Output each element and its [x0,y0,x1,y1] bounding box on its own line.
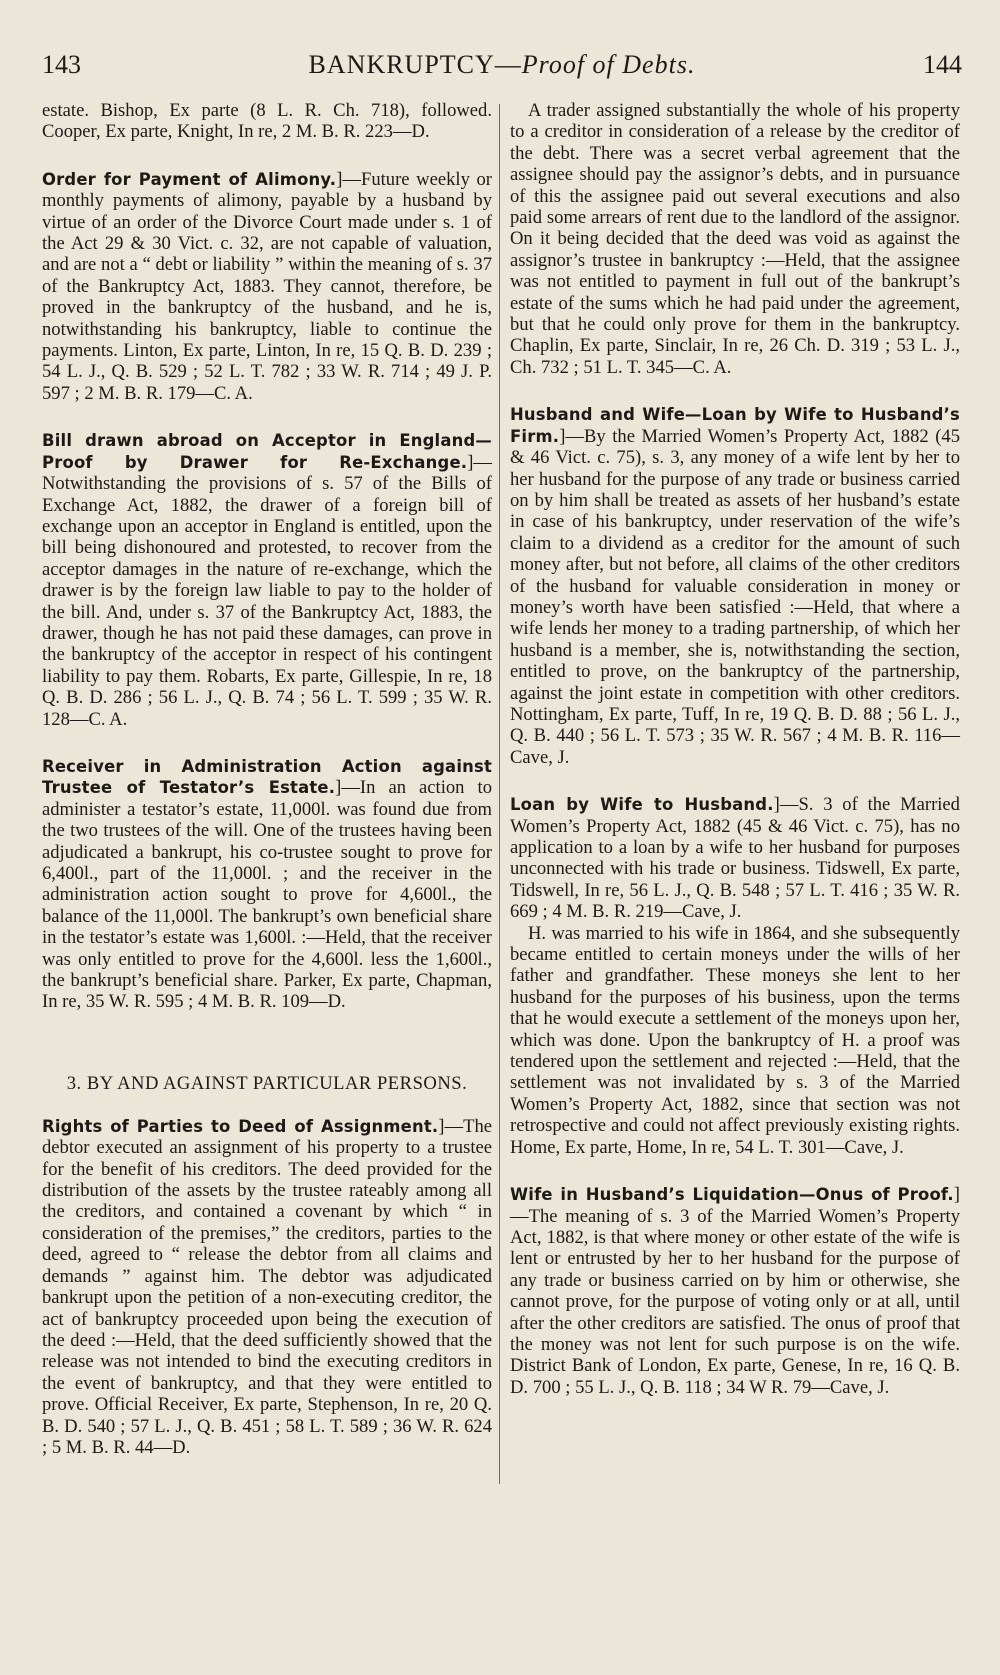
right-column [510,100,960,1484]
paragraph-heading: Husband and Wife—Loan by Wife to Husband’s Firm. [510,405,960,446]
paragraph-trader-assignment: A trader assigned substantially the whole of his property to a creditor in consideration of a release by the creditor of the debt. There was a secret verbal agreement that the assignee should pay the assignor’s debts, and in pursuance of this the assignee paid out several executions and also paid some arrears of rent due to the landlord of the assignor. On it being decided that the deed was void as against the assignor’s trustee in bankruptcy :—Held, that the assignee was not entitled to payment in full out of the bankrupt’s estate of the sums which he had paid under the agreement, but that he could only prove for them in the bankruptcy. Chaplin, Ex parte, Sinclair, In re, 26 Ch. D. 319 ; 53 L. J., Ch. 732 ; 51 L. T. 345—C. A. [510,100,960,378]
paragraph-heading: Rights of Parties to Deed of Assignment. [42,1116,439,1136]
paragraph-body: ]—The meaning of s. 3 of the Married Women’s Property Act, 1882, is that where money or other estate of the wife is lent or entrusted by her to her husband for the purpose of any trade or business carried on by him or otherwise, she cannot prove, for the purpose of voting only or at all, until after the other creditors are satisfied. The onus of proof that the money was not lent for such purpose is on the wife. District Bank of London, Ex parte, Genese, In re, 16 Q. B. D. 700 ; 55 L. J., Q. B. 118 ; 34 W R. 79—Cave, J. [510,1184,960,1398]
column-divider [499,104,500,1484]
paragraph-body: ]—Notwithstanding the provisions of s. 57 of the Bills of Exchange Act, 1882, the drawer of a foreign bill of exchange upon an acceptor in England is entitled, upon the bill being dishonoured and protested, to recover from the acceptor damages in the nature of re-exchange, which the drawer is by the foreign law liable to pay to the holder of the bill. And, under s. 37 of the Bankruptcy Act, 1883, the drawer, though he has not paid these damages, can prove in the bankruptcy of the acceptor in respect of his contingent liability to pay them. Robarts, Ex parte, Gillespie, In re, 18 Q. B. D. 286 ; 56 L. J., Q. B. 74 ; 56 L. T. 599 ; 35 W. R. 128—C. A. [42,451,492,730]
two-column-body [42,100,962,1484]
paragraph-body: ]—By the Married Women’s Property Act, 1882 (45 & 46 Vict. c. 75), s. 3, any money of a wife lent by her to her husband for the purpose of any trade or business carried on by him shall be treated as assets of her husband’s estate in case of his bankruptcy, under reservation of the wife’s claim to a dividend as a creditor for the amount of such money after, but not before, all claims of the other creditors of the husband for valuable consideration in money or money’s worth have been satisfied :—Held, that where a wife lends her money to a trading partnership, of which her husband is a member, she is, notwithstanding the section, entitled to prove, on the bankruptcy of the partnership, against the joint estate in competition with other creditors. Nottingham, Ex parte, Tuff, In re, 19 Q. B. D. 88 ; 56 L. J., Q. B. 440 ; 56 L. T. 573 ; 35 W. R. 567 ; 4 M. B. R. 116—Cave, J. [510,425,960,768]
running-title-italic: Proof of Debts. [521,50,696,79]
paragraph-body: ]—The debtor executed an assignment of his property to a trustee for the benefit of his creditors. The deed provided for the distribution of the assets by the trustee rateably among all the creditors, and contained a covenant by which “ in consideration of the premises,” the creditors, parties to the deed, agreed to “ release the debtor from all claims and demands ” against him. The debtor was adjudicated bankrupt upon the petition of a non-executing creditor, the act of bankruptcy proceeded upon being the execution of the deed :—Held, that the deed sufficiently showed that the release was not intended to bind the executing creditors in the event of bankruptcy, and that they were entitled to prove. Official Receiver, Ex parte, Stephenson, In re, 20 Q. B. D. 540 ; 57 L. J., Q. B. 451 ; 58 L. T. 589 ; 36 W. R. 624 ; 5 M. B. R. 44—D. [42,1115,492,1458]
paragraph-body: ]—In an action to administer a testator’s estate, 11,000l. was found due from the two trustees of the will. One of the trustees having been adjudicated a bankrupt, his co-trustee sought to prove for 6,400l., part of the 11,000l. ; and the receiver in the administration action sought to prove for 4,600l., the balance of the 11,000l. The bankrupt’s own beneficial share in the testator’s estate was 1,600l. :—Held, that the receiver was only entitled to prove for the 4,600l. less the 1,600l., the bankrupt’s beneficial share. Parker, Ex parte, Chapman, In re, 35 W. R. 595 ; 4 M. B. R. 109—D. [42,777,492,1013]
paragraph-heading: Wife in Husband’s Liquidation—Onus of Proof. [510,1185,954,1205]
paragraph-bill-drawn-abroad [42,430,492,730]
paragraph-continuation: estate. Bishop, Ex parte (8 L. R. Ch. 718), followed. Cooper, Ex parte, Knight, In re, 2 M. B. R. 223—D. [42,100,492,143]
paragraph-heading: Receiver in Administration Action against Trustee of Testator’s Estate. [42,756,492,798]
section-title: 3. BY AND AGAINST PARTICULAR PERSONS. [66,1072,468,1094]
paragraph-heading: Order for Payment of Alimony. [42,169,337,189]
paragraph-h-married: H. was married to his wife in 1864, and she subsequently became entitled to certain moneys under the wills of her father and grandfather. These moneys she lent to her husband for the purposes of his business, upon the terms that he would execute a settlement of the moneys upon her, which was done. Upon the bankruptcy of H. a proof was tendered upon the settlement and rejected :—Held, that the settlement was not invalidated by s. 3 of the Married Women’s Property Act, 1882, since that section was not retrospective and could not affect previously existing rights. Home, Ex parte, Home, In re, 54 L. T. 301—Cave, J. [510,922,960,1158]
paragraph-wife-liquidation [510,1184,960,1398]
paragraph-receiver [42,756,492,1013]
running-header [42,50,962,94]
paragraph-alimony [42,169,492,404]
left-column [42,100,492,1484]
paragraph-deed-of-assignment [42,1116,492,1459]
paragraph-loan-by-wife [510,794,960,922]
paragraph-heading: Bill drawn abroad on Acceptor in England—Proof by Drawer for Re-Exchange. [42,431,492,472]
running-title [309,50,696,80]
paragraph-body: ]—Future weekly or monthly payments of alimony, payable by a husband by virtue of an order of the Divorce Court made under s. 1 of the Act 29 & 30 Vict. c. 32, are not capable of valuation, and are not a “ debt or liability ” within the meaning of s. 37 of the Bankruptcy Act, 1883. They cannot, therefore, be proved in the bankruptcy of the husband, and he is, notwithstanding his bankruptcy, liable to continue the payments. Linton, Ex parte, Linton, In re, 15 Q. B. D. 239 ; 54 L. J., Q. B. 529 ; 52 L. T. 782 ; 33 W. R. 714 ; 49 J. P. 597 ; 2 M. B. R. 179—C. A. [42,168,492,404]
page-number-right: 144 [922,50,962,79]
paragraph-body: ]—S. 3 of the Married Women’s Property Act, 1882 (45 & 46 Vict. c. 75), has no application to a loan by a wife to her husband for purposes unconnected with his trade or business. Tidswell, Ex parte, Tidswell, In re, 56 L. J., Q. B. 548 ; 57 L. T. 416 ; 35 W. R. 669 ; 4 M. B. R. 219—Cave, J. [510,794,960,923]
paragraph-heading: Loan by Wife to Husband. [510,795,774,815]
running-title-main: BANKRUPTCY— [308,50,522,79]
page-number-left: 143 [42,50,81,79]
paragraph-husband-and-wife [510,404,960,768]
